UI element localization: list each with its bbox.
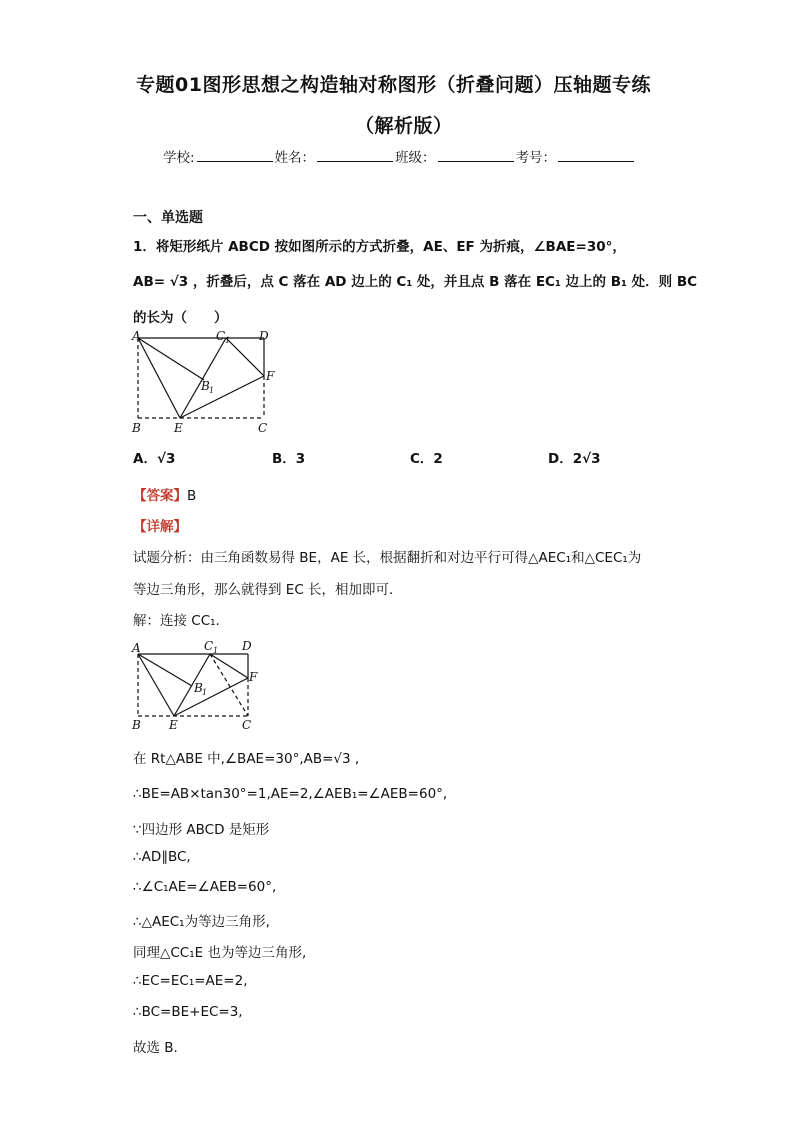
name-blank [317, 148, 393, 162]
label-E: E [174, 421, 183, 435]
answer-tag: 【答案】 [133, 488, 187, 504]
answer-line [133, 484, 196, 504]
detail-tag: 【详解】 [133, 519, 187, 535]
option-a[interactable]: A．√3 [133, 451, 176, 467]
label-C: C [242, 718, 252, 732]
option-c[interactable]: C．2 [410, 451, 443, 467]
label-E: E [169, 718, 178, 732]
label-C1-sub: 1 [213, 646, 219, 655]
option-d[interactable]: D．2√3 [548, 451, 601, 467]
step-line: ∴∠C₁AE=∠AEB=60°, [133, 879, 277, 895]
step-line: ∴BE=AB×tan30°=1,AE=2,∠AEB₁=∠AEB=60°, [133, 786, 448, 802]
page-title: 专题01图形思想之构造轴对称图形（折叠问题）压轴题专练 [136, 74, 651, 96]
page-subtitle: （解析版） [355, 115, 453, 137]
step-line: 故选 B. [133, 1040, 178, 1056]
question-line-2: AB= √3 ，折叠后，点 C 落在 AD 边上的 C₁ 处，并且点 B 落在 EC₁ 边上的 B₁ 处．则 BC [133, 274, 698, 290]
label-D: D [242, 639, 252, 653]
label-C1-sub: 1 [225, 336, 231, 345]
label-B: B [132, 421, 141, 435]
student-info-line [163, 146, 636, 166]
class-label: 班级： [395, 150, 436, 166]
label-B1-sub: 1 [202, 688, 208, 697]
analysis-line-2: 等边三角形，那么就得到 EC 长，相加即可． [133, 582, 403, 598]
label-B: B [132, 718, 141, 732]
question-line-1: 1．将矩形纸片 ABCD 按如图所示的方式折叠，AE、EF 为折痕，∠BAE=30°， [133, 239, 626, 255]
analysis-line-1: 试题分析：由三角函数易得 BE，AE 长，根据翻折和对边平行可得△AEC₁和△CEC₁为 [133, 550, 642, 566]
label-C1: C [204, 639, 214, 653]
step-line: ∴BC=BE+EC=3, [133, 1004, 243, 1020]
label-A: A [132, 329, 141, 343]
option-b[interactable]: B．3 [272, 451, 306, 467]
label-F: F [266, 369, 275, 383]
label-D: D [259, 329, 269, 343]
section-title: 一、单选题 [133, 210, 203, 226]
school-blank [197, 148, 273, 162]
step-line: ∴AD∥BC, [133, 849, 191, 865]
step-line: ∵四边形 ABCD 是矩形 [133, 822, 270, 838]
connect-line: 解：连接 CC₁. [133, 613, 220, 629]
label-C: C [258, 421, 268, 435]
school-label: 学校: [163, 150, 195, 166]
label-B1-sub: 1 [209, 386, 215, 395]
exam-no-blank [558, 148, 634, 162]
question-line-3: 的长为（ ） [133, 310, 228, 326]
label-B1: B [194, 681, 203, 695]
name-label: 姓名： [274, 150, 316, 166]
exam-no-label: 考号： [515, 150, 557, 166]
folding-figure-2 [128, 634, 278, 734]
label-B1: B [201, 379, 210, 393]
step-line: ∴EC=EC₁=AE=2, [133, 973, 248, 989]
label-F: F [249, 670, 258, 684]
answer-value: B [187, 488, 197, 504]
label-A: A [132, 641, 141, 655]
folding-figure-1 [128, 328, 288, 438]
step-line: 在 Rt△ABE 中,∠BAE=30°,AB=√3 , [133, 751, 360, 767]
step-line: ∴△AEC₁为等边三角形, [133, 914, 270, 930]
step-line: 同理△CC₁E 也为等边三角形, [133, 945, 307, 961]
label-C1: C [216, 329, 226, 343]
class-blank [438, 148, 514, 162]
